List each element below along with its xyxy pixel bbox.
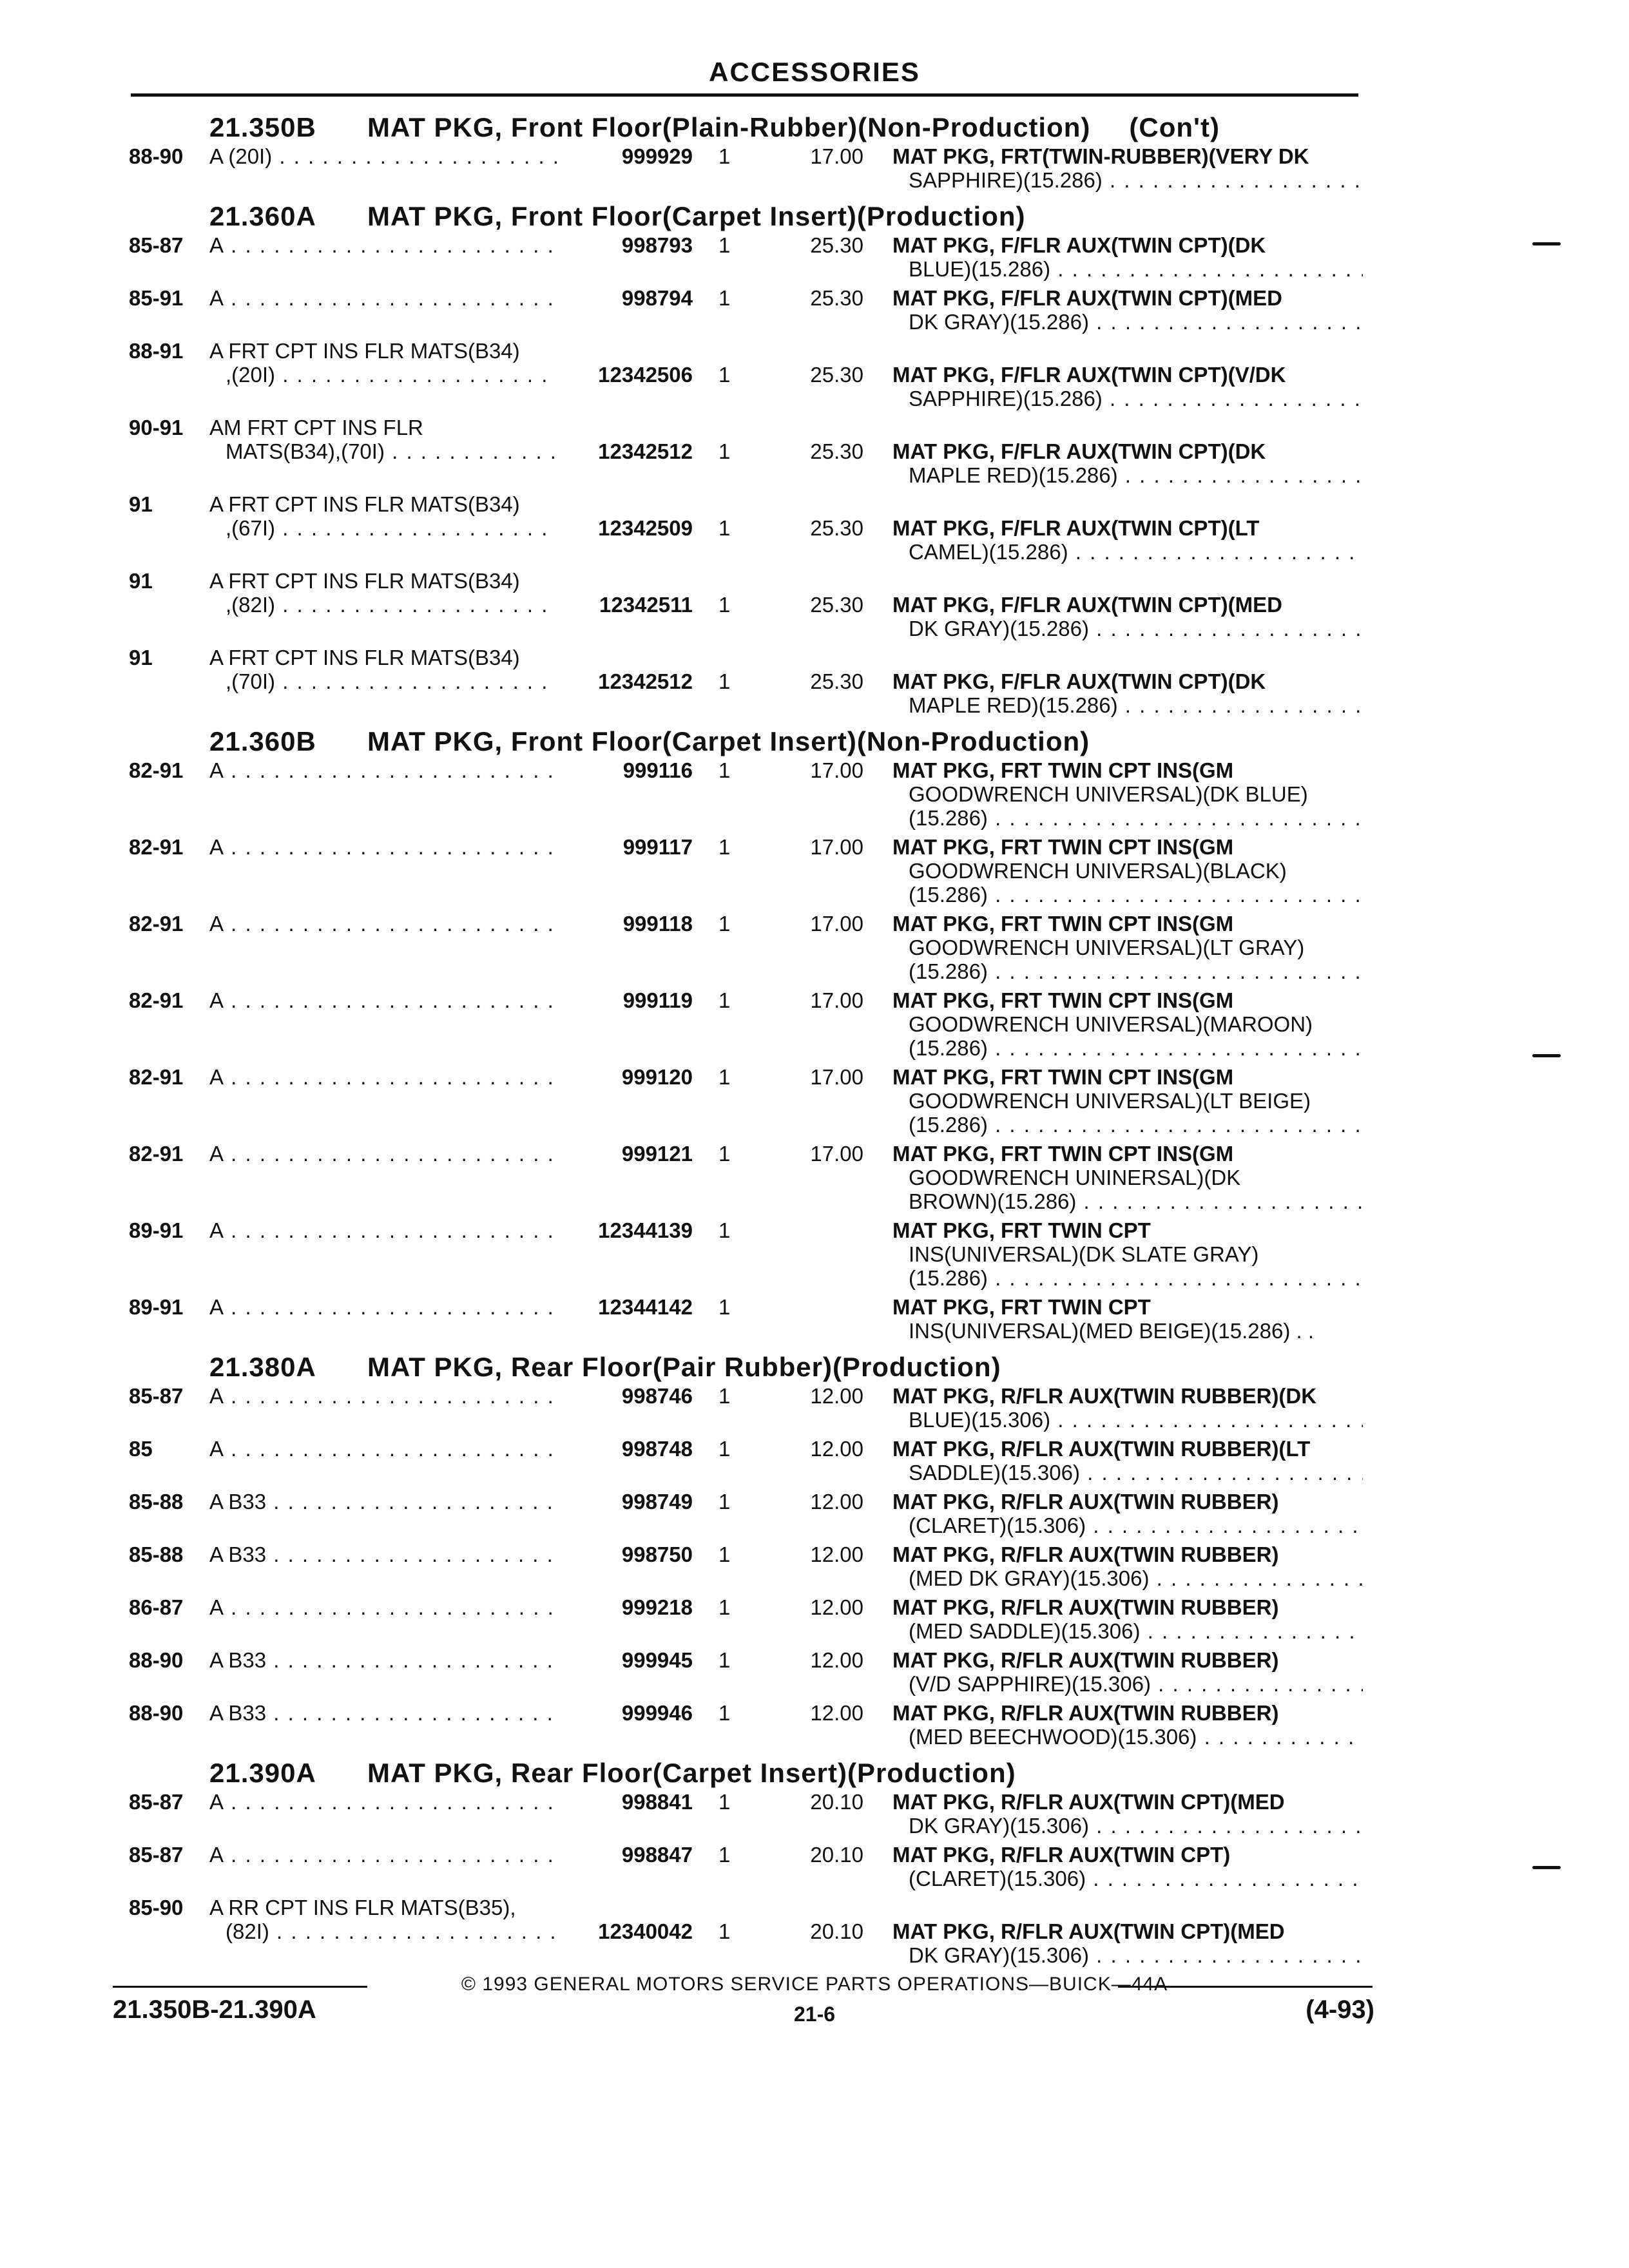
model-years: 88-90 bbox=[129, 1648, 184, 1672]
model-line: ,(67I) . . . bbox=[209, 516, 557, 540]
model-line: (82I) . . . bbox=[209, 1919, 557, 1943]
part-number: 12340042 bbox=[598, 1919, 693, 1943]
price: 12.00 bbox=[810, 1701, 863, 1725]
model-line: A B33 . . . bbox=[209, 1701, 557, 1725]
section-title: MAT PKG, Front Floor(Carpet Insert)(Non-Production) bbox=[367, 726, 1090, 756]
model-code bbox=[209, 1295, 557, 1319]
quantity: 1 bbox=[718, 835, 731, 859]
price: 17.00 bbox=[810, 758, 863, 782]
model-line: A . . . bbox=[209, 1295, 557, 1319]
part-number: 999929 bbox=[621, 144, 693, 168]
quantity: 1 bbox=[718, 1384, 731, 1408]
model-years: 88-90 bbox=[129, 144, 184, 168]
model-line: A RR CPT INS FLR MATS(B35), bbox=[209, 1896, 516, 1919]
model-line: A . . . bbox=[209, 233, 557, 257]
description-line: GOODWRENCH UNINERSAL)(DK bbox=[909, 1166, 1241, 1189]
model-code bbox=[209, 1701, 557, 1725]
model-code bbox=[209, 1142, 557, 1166]
section-title: MAT PKG, Rear Floor(Pair Rubber)(Production) bbox=[367, 1352, 1001, 1382]
model-code bbox=[209, 339, 557, 387]
model-code bbox=[209, 1595, 557, 1619]
model-line: A FRT CPT INS FLR MATS(B34) bbox=[209, 646, 520, 669]
quantity: 1 bbox=[718, 1843, 731, 1867]
part-description bbox=[892, 1595, 1363, 1643]
description-line: (15.286) . . . bbox=[892, 883, 1363, 907]
part-number: 998750 bbox=[621, 1542, 693, 1566]
price: 25.30 bbox=[810, 669, 863, 693]
part-description bbox=[892, 1384, 1363, 1432]
model-years: 82-91 bbox=[129, 1142, 184, 1166]
section-heading bbox=[209, 1758, 1016, 1789]
description-line: GOODWRENCH UNIVERSAL)(DK BLUE) bbox=[909, 782, 1308, 806]
quantity: 1 bbox=[718, 1919, 731, 1943]
description-line: (15.286) . . . bbox=[892, 806, 1363, 830]
model-years: 82-91 bbox=[129, 988, 184, 1012]
section-code: 21.390A bbox=[209, 1758, 316, 1788]
copyright-notice: © 1993 GENERAL MOTORS SERVICE PARTS OPERATIONS—BUICK—44A bbox=[461, 1974, 1168, 1995]
description-line: MAT PKG, F/FLR AUX(TWIN CPT)(DK bbox=[892, 233, 1266, 257]
description-line: MAT PKG, R/FLR AUX(TWIN CPT) bbox=[892, 1843, 1231, 1867]
model-code bbox=[209, 758, 557, 782]
part-number: 998749 bbox=[621, 1490, 693, 1514]
part-number: 998847 bbox=[621, 1843, 693, 1867]
quantity: 1 bbox=[718, 1595, 731, 1619]
quantity: 1 bbox=[718, 1142, 731, 1166]
model-line: A FRT CPT INS FLR MATS(B34) bbox=[209, 569, 520, 593]
model-years: 85-87 bbox=[129, 1843, 184, 1867]
description-line: GOODWRENCH UNIVERSAL)(LT BEIGE) bbox=[909, 1089, 1311, 1113]
price: 17.00 bbox=[810, 144, 863, 168]
section-heading bbox=[209, 201, 1026, 232]
price: 17.00 bbox=[810, 835, 863, 859]
model-line: A B33 . . . bbox=[209, 1542, 557, 1566]
description-line: MAT PKG, FRT TWIN CPT INS(GM bbox=[892, 1065, 1234, 1089]
model-line: MATS(B34),(70I) . . . bbox=[209, 439, 557, 463]
model-code bbox=[209, 1384, 557, 1408]
description-line: CAMEL)(15.286) . . . bbox=[892, 540, 1363, 564]
model-line: A FRT CPT INS FLR MATS(B34) bbox=[209, 492, 520, 516]
model-code bbox=[209, 1896, 557, 1943]
model-line: A . . . bbox=[209, 1790, 557, 1814]
model-code bbox=[209, 569, 557, 617]
model-code bbox=[209, 1790, 557, 1814]
model-years: 85-90 bbox=[129, 1896, 184, 1919]
part-number: 999119 bbox=[622, 988, 693, 1012]
description-line: MAT PKG, R/FLR AUX(TWIN RUBBER) bbox=[892, 1490, 1279, 1514]
model-years: 85-88 bbox=[129, 1542, 184, 1566]
description-line: MAPLE RED)(15.286) . . . bbox=[892, 693, 1363, 717]
description-line: MAT PKG, FRT TWIN CPT INS(GM bbox=[892, 988, 1234, 1012]
model-line: A B33 . . . bbox=[209, 1490, 557, 1514]
model-line: ,(70I) . . . bbox=[209, 669, 557, 693]
description-line: MAT PKG, R/FLR AUX(TWIN RUBBER)(LT bbox=[892, 1437, 1311, 1461]
model-years: 85-87 bbox=[129, 233, 184, 257]
price: 12.00 bbox=[810, 1437, 863, 1461]
model-line: ,(82I) . . . bbox=[209, 593, 557, 617]
description-line: BROWN)(15.286) . . . bbox=[892, 1189, 1363, 1213]
section-code: 21.360A bbox=[209, 201, 316, 231]
margin-mark bbox=[1532, 1866, 1561, 1869]
description-line: SADDLE)(15.306) . . . bbox=[892, 1461, 1363, 1485]
part-description bbox=[892, 516, 1363, 564]
part-number: 999116 bbox=[622, 758, 693, 782]
price: 17.00 bbox=[810, 1065, 863, 1089]
quantity: 1 bbox=[718, 912, 731, 936]
part-number: 12344142 bbox=[598, 1295, 693, 1319]
price: 12.00 bbox=[810, 1384, 863, 1408]
model-code bbox=[209, 1437, 557, 1461]
price: 12.00 bbox=[810, 1542, 863, 1566]
part-number: 12342509 bbox=[598, 516, 693, 540]
part-description bbox=[892, 1542, 1363, 1590]
quantity: 1 bbox=[718, 286, 731, 310]
part-description bbox=[892, 1218, 1363, 1290]
part-number: 999946 bbox=[621, 1701, 693, 1725]
quantity: 1 bbox=[718, 669, 731, 693]
part-number: 998841 bbox=[621, 1790, 693, 1814]
model-code bbox=[209, 912, 557, 936]
description-line: MAT PKG, R/FLR AUX(TWIN CPT)(MED bbox=[892, 1919, 1285, 1943]
model-line: A . . . bbox=[209, 1065, 557, 1089]
model-years: 82-91 bbox=[129, 835, 184, 859]
description-line: MAT PKG, FRT TWIN CPT INS(GM bbox=[892, 1142, 1234, 1166]
model-years: 86-87 bbox=[129, 1595, 184, 1619]
model-years: 82-91 bbox=[129, 758, 184, 782]
description-line: GOODWRENCH UNIVERSAL)(LT GRAY) bbox=[909, 936, 1305, 959]
model-line: A . . . bbox=[209, 1218, 557, 1242]
model-code bbox=[209, 144, 557, 168]
description-line: MAT PKG, F/FLR AUX(TWIN CPT)(DK bbox=[892, 439, 1266, 463]
description-line: MAT PKG, FRT TWIN CPT bbox=[892, 1218, 1151, 1242]
quantity: 1 bbox=[718, 1542, 731, 1566]
part-description bbox=[892, 144, 1363, 192]
description-line: MAT PKG, R/FLR AUX(TWIN RUBBER) bbox=[892, 1701, 1279, 1725]
model-line: A . . . bbox=[209, 835, 557, 859]
part-description bbox=[892, 233, 1363, 281]
quantity: 1 bbox=[718, 516, 731, 540]
model-line: A . . . bbox=[209, 286, 557, 310]
description-line: MAT PKG, FRT TWIN CPT INS(GM bbox=[892, 758, 1234, 782]
model-line: A . . . bbox=[209, 1384, 557, 1408]
model-line: A . . . bbox=[209, 1843, 557, 1867]
part-number: 12342506 bbox=[598, 363, 693, 387]
model-line: A . . . bbox=[209, 912, 557, 936]
model-code bbox=[209, 988, 557, 1012]
description-line: BLUE)(15.286) . . . bbox=[892, 257, 1363, 281]
section-code: 21.350B bbox=[209, 112, 316, 142]
continued-label: (Con't) bbox=[1129, 112, 1220, 142]
quantity: 1 bbox=[718, 1065, 731, 1089]
part-number: 998794 bbox=[621, 286, 693, 310]
model-line: A (20I) . . . bbox=[209, 144, 557, 168]
description-line: MAPLE RED)(15.286) . . . bbox=[892, 463, 1363, 487]
description-line: GOODWRENCH UNIVERSAL)(MAROON) bbox=[909, 1012, 1313, 1036]
quantity: 1 bbox=[718, 363, 731, 387]
price: 20.10 bbox=[810, 1790, 863, 1814]
part-description bbox=[892, 1142, 1363, 1213]
price: 25.30 bbox=[810, 439, 863, 463]
model-years: 85-88 bbox=[129, 1490, 184, 1514]
part-number: 12342512 bbox=[598, 439, 693, 463]
model-years: 85-91 bbox=[129, 286, 184, 310]
part-description bbox=[892, 835, 1363, 907]
description-line: (CLARET)(15.306) . . . bbox=[892, 1514, 1363, 1537]
description-line: (15.286) . . . bbox=[892, 959, 1363, 983]
model-code bbox=[209, 233, 557, 257]
description-line: (MED BEECHWOOD)(15.306) . . . bbox=[892, 1725, 1363, 1749]
model-years: 91 bbox=[129, 569, 153, 593]
page-number: 21-6 bbox=[793, 2003, 836, 2026]
model-line: A . . . bbox=[209, 1595, 557, 1619]
section-range: 21.350B-21.390A bbox=[113, 1995, 316, 2024]
price: 12.00 bbox=[810, 1648, 863, 1672]
model-years: 85-87 bbox=[129, 1384, 184, 1408]
description-line: MAT PKG, F/FLR AUX(TWIN CPT)(V/DK bbox=[892, 363, 1286, 387]
description-line: (CLARET)(15.306) . . . bbox=[892, 1867, 1363, 1890]
description-line: MAT PKG, F/FLR AUX(TWIN CPT)(LT bbox=[892, 516, 1260, 540]
description-line: MAT PKG, R/FLR AUX(TWIN RUBBER) bbox=[892, 1542, 1279, 1566]
part-number: 999945 bbox=[621, 1648, 693, 1672]
description-line: MAT PKG, FRT(TWIN-RUBBER)(VERY DK bbox=[892, 144, 1309, 168]
section-heading bbox=[209, 1352, 1001, 1383]
price: 25.30 bbox=[810, 286, 863, 310]
model-line: A . . . bbox=[209, 758, 557, 782]
quantity: 1 bbox=[718, 233, 731, 257]
price: 25.30 bbox=[810, 233, 863, 257]
part-description bbox=[892, 1490, 1363, 1537]
part-number: 12344139 bbox=[598, 1218, 693, 1242]
part-number: 998746 bbox=[621, 1384, 693, 1408]
part-description bbox=[892, 286, 1363, 334]
quantity: 1 bbox=[718, 988, 731, 1012]
description-line: GOODWRENCH UNIVERSAL)(BLACK) bbox=[909, 859, 1287, 883]
model-code bbox=[209, 1542, 557, 1566]
section-heading bbox=[209, 726, 1090, 757]
price: 17.00 bbox=[810, 1142, 863, 1166]
description-line: MAT PKG, F/FLR AUX(TWIN CPT)(MED bbox=[892, 286, 1282, 310]
description-line: DK GRAY)(15.306) . . . bbox=[892, 1814, 1363, 1838]
description-line: MAT PKG, F/FLR AUX(TWIN CPT)(MED bbox=[892, 593, 1282, 617]
part-description bbox=[892, 1065, 1363, 1137]
section-heading bbox=[209, 112, 1220, 143]
quantity: 1 bbox=[718, 1490, 731, 1514]
description-line: MAT PKG, R/FLR AUX(TWIN RUBBER) bbox=[892, 1595, 1279, 1619]
part-number: 998793 bbox=[621, 233, 693, 257]
price: 17.00 bbox=[810, 912, 863, 936]
model-code bbox=[209, 1065, 557, 1089]
part-description bbox=[892, 912, 1363, 983]
margin-mark bbox=[1532, 1054, 1561, 1057]
model-years: 88-90 bbox=[129, 1701, 184, 1725]
description-line: INS(UNIVERSAL)(DK SLATE GRAY) bbox=[909, 1242, 1259, 1266]
part-number: 12342512 bbox=[598, 669, 693, 693]
part-number: 999117 bbox=[622, 835, 693, 859]
part-description bbox=[892, 1843, 1363, 1890]
quantity: 1 bbox=[718, 758, 731, 782]
model-code bbox=[209, 286, 557, 310]
description-line: BLUE)(15.306) . . . bbox=[892, 1408, 1363, 1432]
model-line: A . . . bbox=[209, 988, 557, 1012]
description-line: MAT PKG, R/FLR AUX(TWIN CPT)(MED bbox=[892, 1790, 1285, 1814]
part-description bbox=[892, 758, 1363, 830]
description-line: MAT PKG, FRT TWIN CPT INS(GM bbox=[892, 835, 1234, 859]
model-code bbox=[209, 1648, 557, 1672]
description-line: (V/D SAPPHIRE)(15.306) . . . bbox=[892, 1672, 1363, 1696]
part-number: 999118 bbox=[622, 912, 693, 936]
description-line: (15.286) . . . bbox=[892, 1266, 1363, 1290]
quantity: 1 bbox=[718, 593, 731, 617]
section-code: 21.360B bbox=[209, 726, 316, 756]
part-description bbox=[892, 593, 1363, 640]
part-description bbox=[892, 363, 1363, 410]
model-code bbox=[209, 1218, 557, 1242]
part-description bbox=[892, 1790, 1363, 1838]
description-line: SAPPHIRE)(15.286) . . . bbox=[892, 387, 1363, 410]
part-description bbox=[892, 1701, 1363, 1749]
margin-mark bbox=[1532, 242, 1561, 245]
part-number: 12342511 bbox=[599, 593, 693, 617]
quantity: 1 bbox=[718, 1295, 731, 1319]
description-line: MAT PKG, R/FLR AUX(TWIN RUBBER) bbox=[892, 1648, 1279, 1672]
price: 25.30 bbox=[810, 593, 863, 617]
description-line: MAT PKG, FRT TWIN CPT INS(GM bbox=[892, 912, 1234, 936]
model-years: 89-91 bbox=[129, 1218, 184, 1242]
section-title: MAT PKG, Rear Floor(Carpet Insert)(Production) bbox=[367, 1758, 1016, 1788]
part-description bbox=[892, 439, 1363, 487]
description-line: INS(UNIVERSAL)(MED BEIGE)(15.286) . . bbox=[909, 1319, 1314, 1343]
price: 12.00 bbox=[810, 1490, 863, 1514]
description-line: DK GRAY)(15.286) . . . bbox=[892, 617, 1363, 640]
model-line: AM FRT CPT INS FLR bbox=[209, 416, 423, 439]
model-years: 91 bbox=[129, 646, 153, 669]
model-code bbox=[209, 1490, 557, 1514]
price: 25.30 bbox=[810, 363, 863, 387]
price: 17.00 bbox=[810, 988, 863, 1012]
quantity: 1 bbox=[718, 1790, 731, 1814]
model-line: A B33 . . . bbox=[209, 1648, 557, 1672]
part-description bbox=[892, 988, 1363, 1060]
part-number: 998748 bbox=[621, 1437, 693, 1461]
model-years: 82-91 bbox=[129, 1065, 184, 1089]
model-code bbox=[209, 835, 557, 859]
description-line: (MED SADDLE)(15.306) . . . bbox=[892, 1619, 1363, 1643]
description-line: MAT PKG, R/FLR AUX(TWIN RUBBER)(DK bbox=[892, 1384, 1317, 1408]
model-years: 82-91 bbox=[129, 912, 184, 936]
part-description bbox=[892, 1295, 1363, 1343]
part-number: 999121 bbox=[621, 1142, 693, 1166]
model-years: 88-91 bbox=[129, 339, 184, 363]
quantity: 1 bbox=[718, 1701, 731, 1725]
description-line: MAT PKG, F/FLR AUX(TWIN CPT)(DK bbox=[892, 669, 1266, 693]
model-years: 85-87 bbox=[129, 1790, 184, 1814]
revision-date: (4-93) bbox=[1306, 1995, 1374, 2024]
model-code bbox=[209, 1843, 557, 1867]
part-number: 999120 bbox=[621, 1065, 693, 1089]
model-code bbox=[209, 646, 557, 693]
part-number: 999218 bbox=[621, 1595, 693, 1619]
price: 12.00 bbox=[810, 1595, 863, 1619]
model-years: 91 bbox=[129, 492, 153, 516]
part-description bbox=[892, 1648, 1363, 1696]
model-line: ,(20I) . . . bbox=[209, 363, 557, 387]
description-line: (MED DK GRAY)(15.306) . . . bbox=[892, 1566, 1363, 1590]
model-line: A . . . bbox=[209, 1437, 557, 1461]
quantity: 1 bbox=[718, 1437, 731, 1461]
model-code bbox=[209, 492, 557, 540]
model-years: 85 bbox=[129, 1437, 153, 1461]
model-years: 89-91 bbox=[129, 1295, 184, 1319]
description-line: SAPPHIRE)(15.286) . . . bbox=[892, 168, 1363, 192]
quantity: 1 bbox=[718, 1648, 731, 1672]
part-description bbox=[892, 669, 1363, 717]
description-line: DK GRAY)(15.306) . . . bbox=[892, 1943, 1363, 1967]
model-line: A FRT CPT INS FLR MATS(B34) bbox=[209, 339, 520, 363]
description-line: MAT PKG, FRT TWIN CPT bbox=[892, 1295, 1151, 1319]
model-line: A . . . bbox=[209, 1142, 557, 1166]
model-code bbox=[209, 416, 557, 463]
description-line: (15.286) . . . bbox=[892, 1113, 1363, 1137]
quantity: 1 bbox=[718, 439, 731, 463]
description-line: (15.286) . . . bbox=[892, 1036, 1363, 1060]
part-description bbox=[892, 1919, 1363, 1967]
price: 25.30 bbox=[810, 516, 863, 540]
quantity: 1 bbox=[718, 1218, 731, 1242]
section-code: 21.380A bbox=[209, 1352, 316, 1382]
price: 20.10 bbox=[810, 1843, 863, 1867]
page-heading: ACCESSORIES bbox=[709, 57, 920, 87]
quantity: 1 bbox=[718, 144, 731, 168]
section-title: MAT PKG, Front Floor(Carpet Insert)(Production) bbox=[367, 201, 1026, 231]
part-description bbox=[892, 1437, 1363, 1485]
heading-rule bbox=[131, 93, 1358, 97]
model-years: 90-91 bbox=[129, 416, 184, 439]
price: 20.10 bbox=[810, 1919, 863, 1943]
section-title: MAT PKG, Front Floor(Plain-Rubber)(Non-Production) bbox=[367, 112, 1091, 142]
description-line: DK GRAY)(15.286) . . . bbox=[892, 310, 1363, 334]
